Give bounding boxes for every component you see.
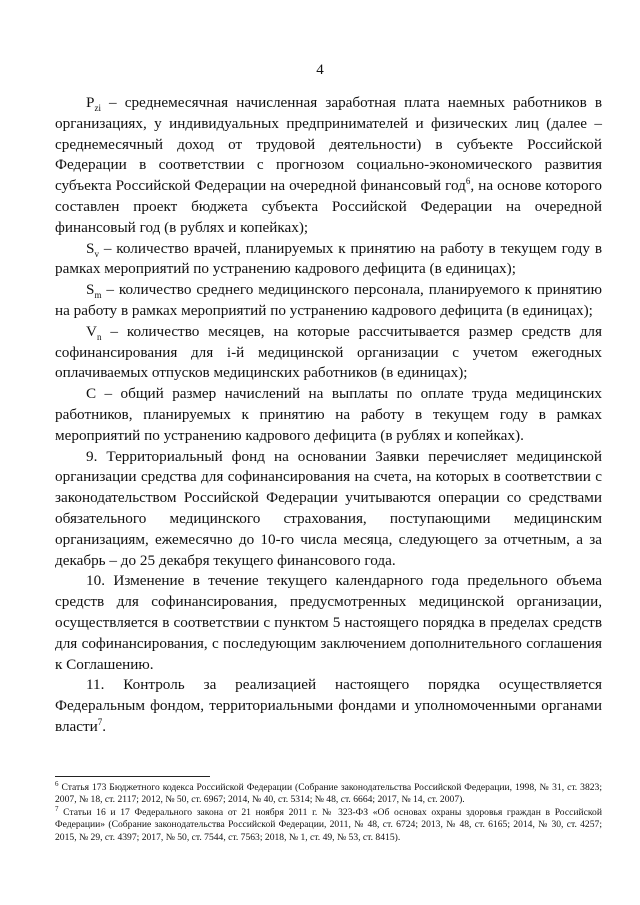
symbol: V: [86, 322, 97, 340]
footnote-ref: 7: [97, 716, 103, 727]
symbol-subscript: v: [94, 248, 99, 259]
symbol: S: [86, 239, 95, 257]
symbol: S: [86, 281, 95, 299]
symbol-subscript: zi: [94, 103, 101, 114]
footnote-ref: 6: [465, 176, 471, 187]
footnotes: [55, 779, 602, 844]
footnote-7: [55, 804, 602, 844]
definition-c: C – общий размер начислений на выплаты по оплате труда медицинских работников, планируемых к принятию на работу в текущем году в рамках мероприятий по устранению кадрового дефицита (в рублях и копейках).: [55, 385, 602, 444]
symbol: P: [86, 94, 95, 111]
definition-pzi: [55, 93, 602, 239]
clause-text: 11. Контроль за реализацией настоящего порядка осуществляется Федеральным фондом, территориальными фондами и уполномоченными органами власти: [55, 676, 602, 735]
symbol-subscript: n: [96, 331, 102, 342]
page-number: 4: [316, 62, 324, 78]
definition-text: – среднемесячная начисленная заработная плата наемных работников в организациях, у индивидуальных предпринимателей и физических лиц (далее – среднемесячный доход от трудовой деятельности) в субъекте Российской Федерации в соответствии с прогнозом социально-экономического развития субъекта Российской Федерации на очередной финансовый год: [55, 94, 602, 195]
definition-text: – количество среднего медицинского персонала, планируемого к принятию на работу в рамках мероприятий по устранению кадрового дефицита (в единицах);: [55, 281, 602, 319]
definition-sv: [55, 239, 602, 281]
definition-text: – количество врачей, планируемых к принятию на работу в текущем году в рамках мероприятий по устранению кадрового дефицита (в единицах);: [55, 239, 602, 278]
clause-text-end: .: [102, 717, 107, 735]
clause-10: 10. Изменение в течение текущего календарного года предельного объема средств для софинансирования, предусмотренных медицинской организации, осуществляется в соответствии с пунктом 5 настоящего порядка в пределах средств для софинансирования, с последующим заключением дополнительного соглашения к Соглашению.: [55, 572, 602, 673]
footnote-6: [55, 779, 602, 807]
footnote-text: Статья 173 Бюджетного кодекса Российской Федерации (Собрание законодательства Российской Федерации, 1998, № 31, ст. 3823; 2007, № 18, ст. 2117; 2012, № 50, ст. 6967; 2014, № 40, ст. 5314; № 48, ст. 6664; 2017, № 14, ст. 2007).: [55, 782, 602, 806]
definition-vn: [55, 322, 602, 384]
footnote-text: Статьи 16 и 17 Федерального закона от 21 ноября 2011 г. № 323-ФЗ «Об основах охраны здоровья граждан в Российской Федерации» (Собрание законодательства Российской Федерации, 2011, № 48, ст. 6724; 2013, № 48, ст. 6165; 2014, № 30, ст. 4257; 2015, № 29, ст. 4397; 2017, № 50, ст. 7544, ст. 7563; 2018, № 1, ст. 49, № 53, ст. 8415).: [55, 806, 602, 843]
definition-text: – количество месяцев, на которые рассчитывается размер средств для софинансирования для i-й медицинской организации с учетом ежегодных оплачиваемых отпусков медицинских работников (в единицах);: [55, 322, 602, 382]
symbol-subscript: m: [94, 290, 102, 301]
clause-9: 9. Территориальный фонд на основании Заявки перечисляет медицинской организации средства для софинансирования на счета, на которых в соответствии с законодательством Российской Федерации учитываются операции со средствами обязательного медицинского страхования, поступающими медицинским организациям, ежемесячно до 10-го числа месяца, следующего за отчетным, а за декабрь – до 25 декабря текущего финансового года.: [55, 447, 602, 569]
footnote-mark: 6: [55, 779, 59, 788]
footnote-divider: [55, 776, 210, 777]
footnote-mark: 7: [55, 804, 59, 813]
definition-sm: [55, 280, 602, 322]
definition-text-continued: , на основе которого составлен проект бюджета субъекта Российской Федерации на очередной финансовый год (в рублях и копейках);: [55, 177, 602, 236]
clause-11: [55, 675, 602, 737]
document-body: [55, 93, 602, 738]
